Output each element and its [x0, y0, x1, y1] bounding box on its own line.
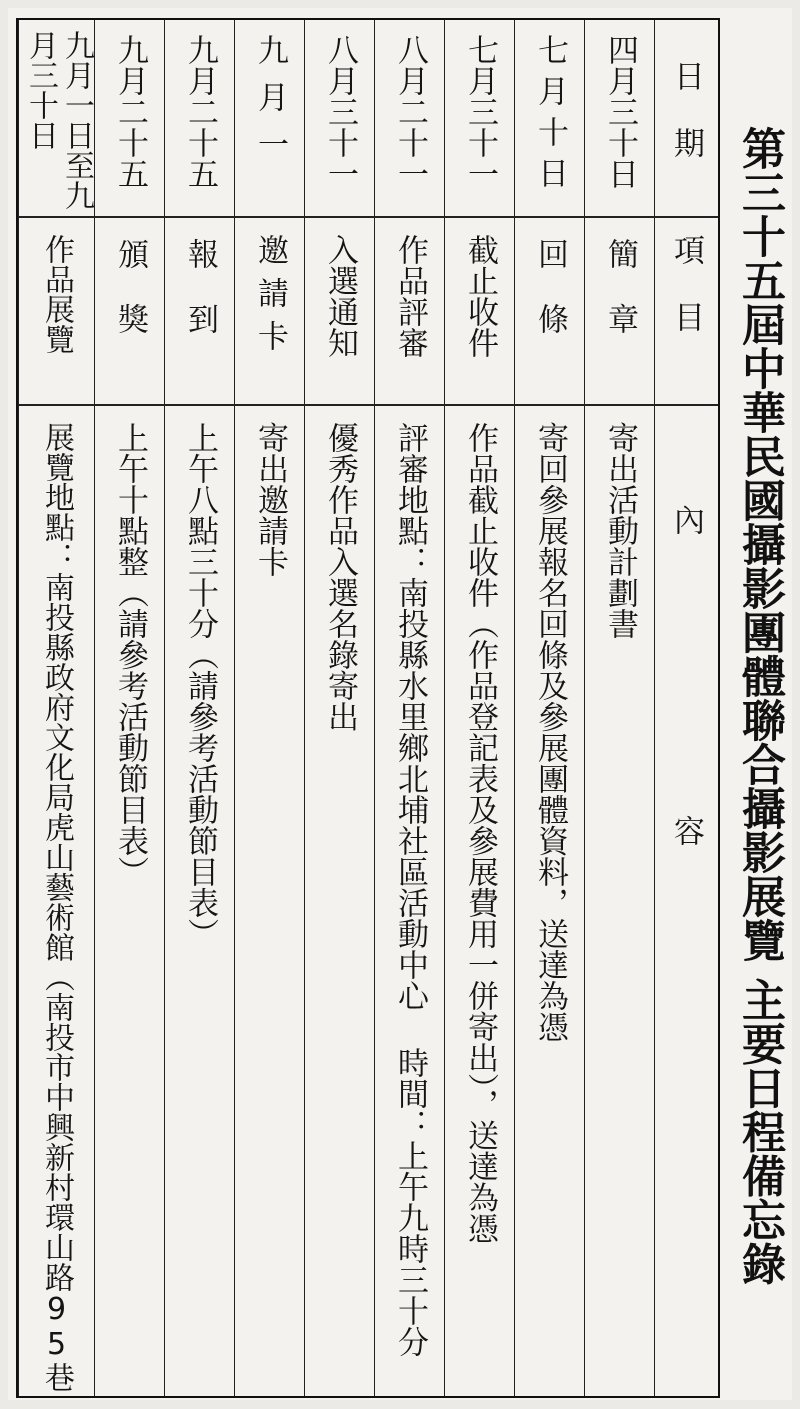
header-date: 日期 — [668, 60, 704, 194]
table-row — [18, 20, 94, 1396]
row-item: 截止收件 — [462, 234, 498, 358]
header-item: 項目 — [668, 234, 704, 368]
row-content: 寄回參展報名回條及參展團體資料，送達為憑 — [532, 422, 568, 1042]
table-row — [584, 20, 654, 1396]
row-content: 展覽地點：南投縣政府文化局虎山藝術館（南投市中興新村環山路95巷 — [39, 422, 74, 1392]
table-row — [164, 20, 234, 1396]
row-date: 九月一日至九月三十日 — [23, 30, 94, 210]
header-content — [655, 404, 720, 1396]
row-date: 九月一 — [252, 34, 288, 175]
schedule-table — [16, 18, 720, 1398]
row-content: 寄出邀請卡 — [252, 422, 288, 577]
row-item: 作品評審 — [392, 234, 428, 358]
row-date: 九月二十五 — [182, 34, 218, 189]
table-row — [444, 20, 514, 1396]
header-content-label: 內容 — [668, 504, 704, 1126]
row-item: 入選通知 — [322, 234, 358, 358]
row-date: 八月三十一 — [322, 34, 358, 189]
row-date: 七月三十一 — [462, 34, 498, 189]
row-date: 四月三十日 — [602, 34, 638, 189]
row-content: 上午八點三十分（請參考活動節目表） — [182, 422, 218, 949]
row-item: 簡章 — [602, 238, 638, 368]
row-content: 優秀作品入選名錄寄出 — [322, 422, 358, 732]
row-item: 回條 — [532, 238, 568, 368]
row-content: 寄出活動計劃書 — [602, 422, 638, 639]
row-item: 邀請卡 — [252, 234, 288, 363]
row-date: 七月十日 — [532, 34, 568, 198]
row-date: 八月二十一 — [392, 34, 428, 189]
page-title: 第三十五屆中華民國攝影團體聯合攝影展覽 主要日程備忘錄 — [734, 126, 785, 1286]
row-content: 評審地點：南投縣水里鄉北埔社區活動中心 時間：上午九時三十分 — [392, 422, 428, 1357]
document-sheet — [8, 8, 792, 1400]
table-row — [94, 20, 164, 1396]
row-item: 作品展覽 — [39, 234, 74, 354]
table-row — [374, 20, 444, 1396]
row-item: 報到 — [182, 238, 218, 368]
table-row — [514, 20, 584, 1396]
row-date: 九月二十五 — [112, 34, 148, 189]
row-item: 頒獎 — [112, 238, 148, 368]
row-content: 作品截止收件（作品登記表及參展費用一併寄出），送達為憑 — [462, 422, 498, 1244]
row-content: 上午十點整（請參考活動節目表） — [112, 422, 148, 887]
table-row — [234, 20, 304, 1396]
table-row — [304, 20, 374, 1396]
header-column — [654, 20, 720, 1396]
